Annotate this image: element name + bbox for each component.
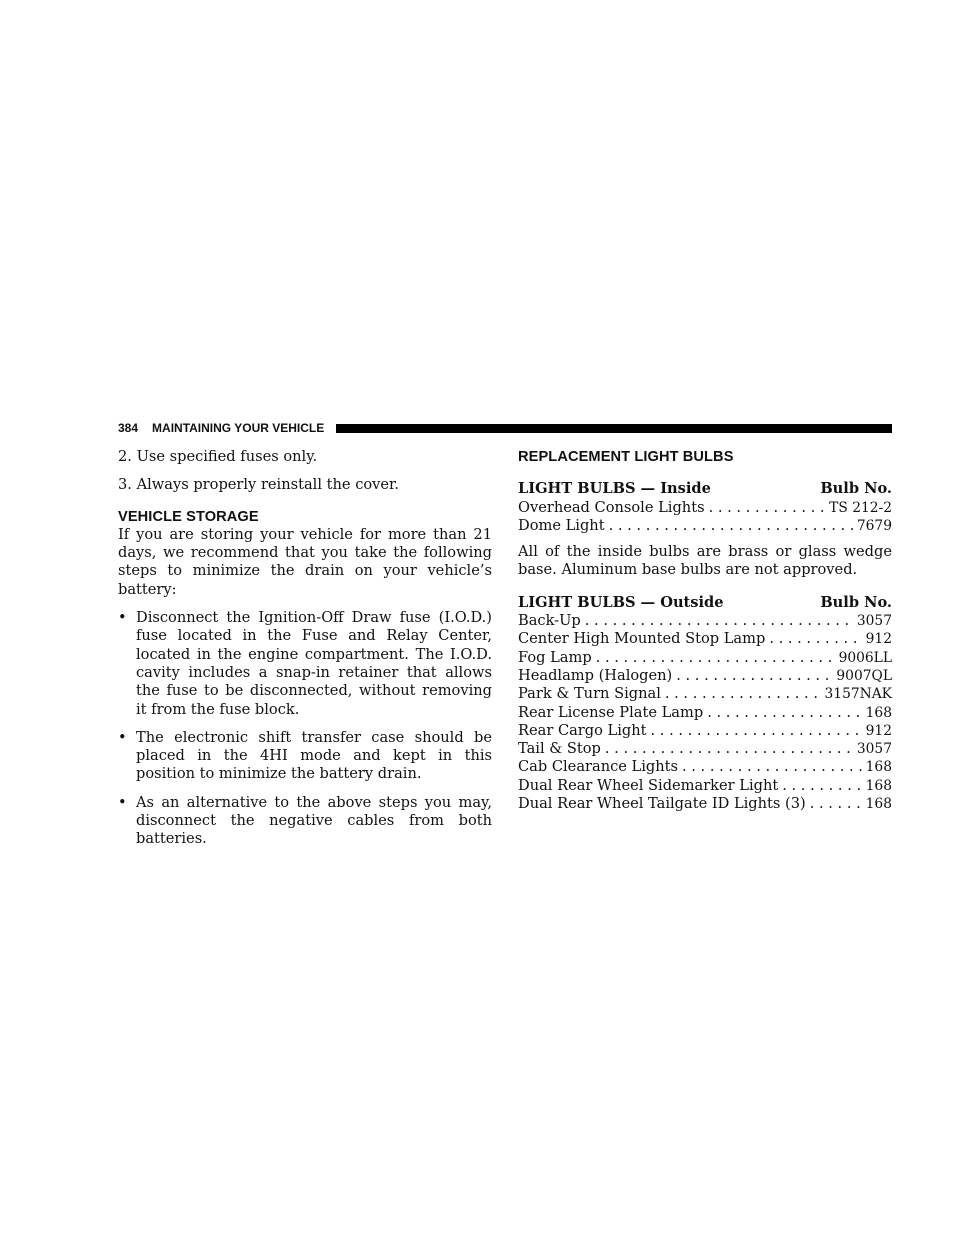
table-row	[518, 758, 892, 776]
bulb-number: 912	[865, 631, 892, 648]
bulb-number: 168	[865, 777, 892, 794]
header-rule	[336, 424, 892, 433]
bulb-location: Rear Cargo Light	[518, 721, 647, 739]
leader-dots	[769, 630, 861, 648]
outside-label: LIGHT BULBS — Outside	[518, 593, 724, 611]
bulb-number: 168	[865, 759, 892, 776]
table-row	[518, 795, 892, 813]
bulb-location: Fog Lamp	[518, 648, 592, 666]
vehicle-storage-intro: If you are storing your vehicle for more than 21 days, we recommend that you take the following steps to minimize the drain on your vehicle’s battery:	[118, 525, 492, 598]
bullet-icon: •	[118, 728, 127, 746]
bullet-text: The electronic shift transfer case should be placed in the 4HI mode and kept in this position to minimize the battery drain.	[136, 728, 492, 783]
leader-dots	[810, 795, 862, 813]
inside-bulbs-note: All of the inside bulbs are brass or glass wedge base. Aluminum base bulbs are not approved.	[518, 543, 892, 579]
table-row	[518, 517, 892, 535]
bulb-location: Dual Rear Wheel Sidemarker Light	[518, 776, 779, 794]
leader-dots	[782, 777, 861, 795]
bulb-number: TS 212-2	[829, 499, 892, 516]
leader-dots	[596, 649, 835, 667]
left-column	[118, 448, 492, 849]
table-row	[518, 685, 892, 703]
table-row	[518, 704, 892, 722]
table-row	[518, 612, 892, 630]
outside-bulb-no-label: Bulb No.	[820, 593, 892, 611]
leader-dots	[651, 722, 862, 740]
table-row	[518, 740, 892, 758]
leader-dots	[609, 517, 853, 535]
leader-dots	[585, 612, 853, 630]
inside-label: LIGHT BULBS — Inside	[518, 480, 711, 498]
bulb-location: Park & Turn Signal	[518, 685, 661, 703]
bulb-number: 168	[865, 704, 892, 721]
bulb-number: 3157NAK	[824, 686, 892, 703]
inside-table-header	[518, 480, 892, 498]
bulb-location: Headlamp (Halogen)	[518, 666, 673, 684]
leader-dots	[665, 685, 821, 703]
bulb-location: Center High Mounted Stop Lamp	[518, 630, 766, 648]
bullet-text: Disconnect the Ignition-Off Draw fuse (I.O.D.) fuse located in the Fuse and Relay Center, located in the engine compartment. The I.O.D. cavity includes a snap-in retainer that allows the fuse to be disconnected, without removing it from the fuse block.	[136, 609, 492, 718]
bullet-icon: •	[118, 609, 127, 627]
table-row	[518, 667, 892, 685]
bulb-number: 912	[865, 722, 892, 739]
table-row	[518, 499, 892, 517]
step-3: 3. Always properly reinstall the cover.	[118, 476, 400, 494]
list-item	[118, 609, 492, 719]
leader-dots	[676, 667, 832, 685]
bulb-location: Cab Clearance Lights	[518, 758, 678, 776]
bulb-location: Dome Light	[518, 516, 605, 534]
leader-dots	[707, 704, 861, 722]
bulb-number: 168	[865, 796, 892, 813]
leader-dots	[709, 499, 826, 517]
bulb-number: 7679	[856, 517, 892, 534]
list-item	[118, 729, 492, 784]
step-2: 2. Use specified fuses only.	[118, 448, 318, 465]
bulb-number: 3057	[856, 741, 892, 758]
bulb-number: 9006LL	[838, 649, 892, 666]
bullet-icon: •	[118, 793, 127, 811]
bulb-number: 3057	[856, 613, 892, 630]
page-header	[118, 420, 892, 436]
bulb-location: Overhead Console Lights	[518, 498, 705, 516]
bulb-number: 9007QL	[836, 667, 892, 684]
inside-bulb-no-label: Bulb No.	[820, 480, 892, 498]
list-item	[118, 794, 492, 849]
bulb-location: Rear License Plate Lamp	[518, 703, 704, 721]
right-column	[518, 448, 892, 813]
replacement-bulbs-heading: REPLACEMENT LIGHT BULBS	[518, 449, 734, 465]
leader-dots	[605, 740, 853, 758]
vehicle-storage-heading: VEHICLE STORAGE	[118, 508, 259, 525]
table-row	[518, 649, 892, 667]
table-row	[518, 777, 892, 795]
bulb-location: Back-Up	[518, 612, 581, 630]
section-title: MAINTAINING YOUR VEHICLE	[152, 421, 325, 435]
bulb-location: Dual Rear Wheel Tailgate ID Lights (3)	[518, 795, 806, 813]
table-row	[518, 722, 892, 740]
page-number: 384	[118, 421, 139, 435]
table-row	[518, 630, 892, 648]
outside-table-header	[518, 594, 892, 612]
bulb-location: Tail & Stop	[518, 740, 601, 758]
leader-dots	[682, 758, 862, 776]
bullet-text: As an alternative to the above steps you may, disconnect the negative cables from both batteries.	[136, 793, 492, 848]
